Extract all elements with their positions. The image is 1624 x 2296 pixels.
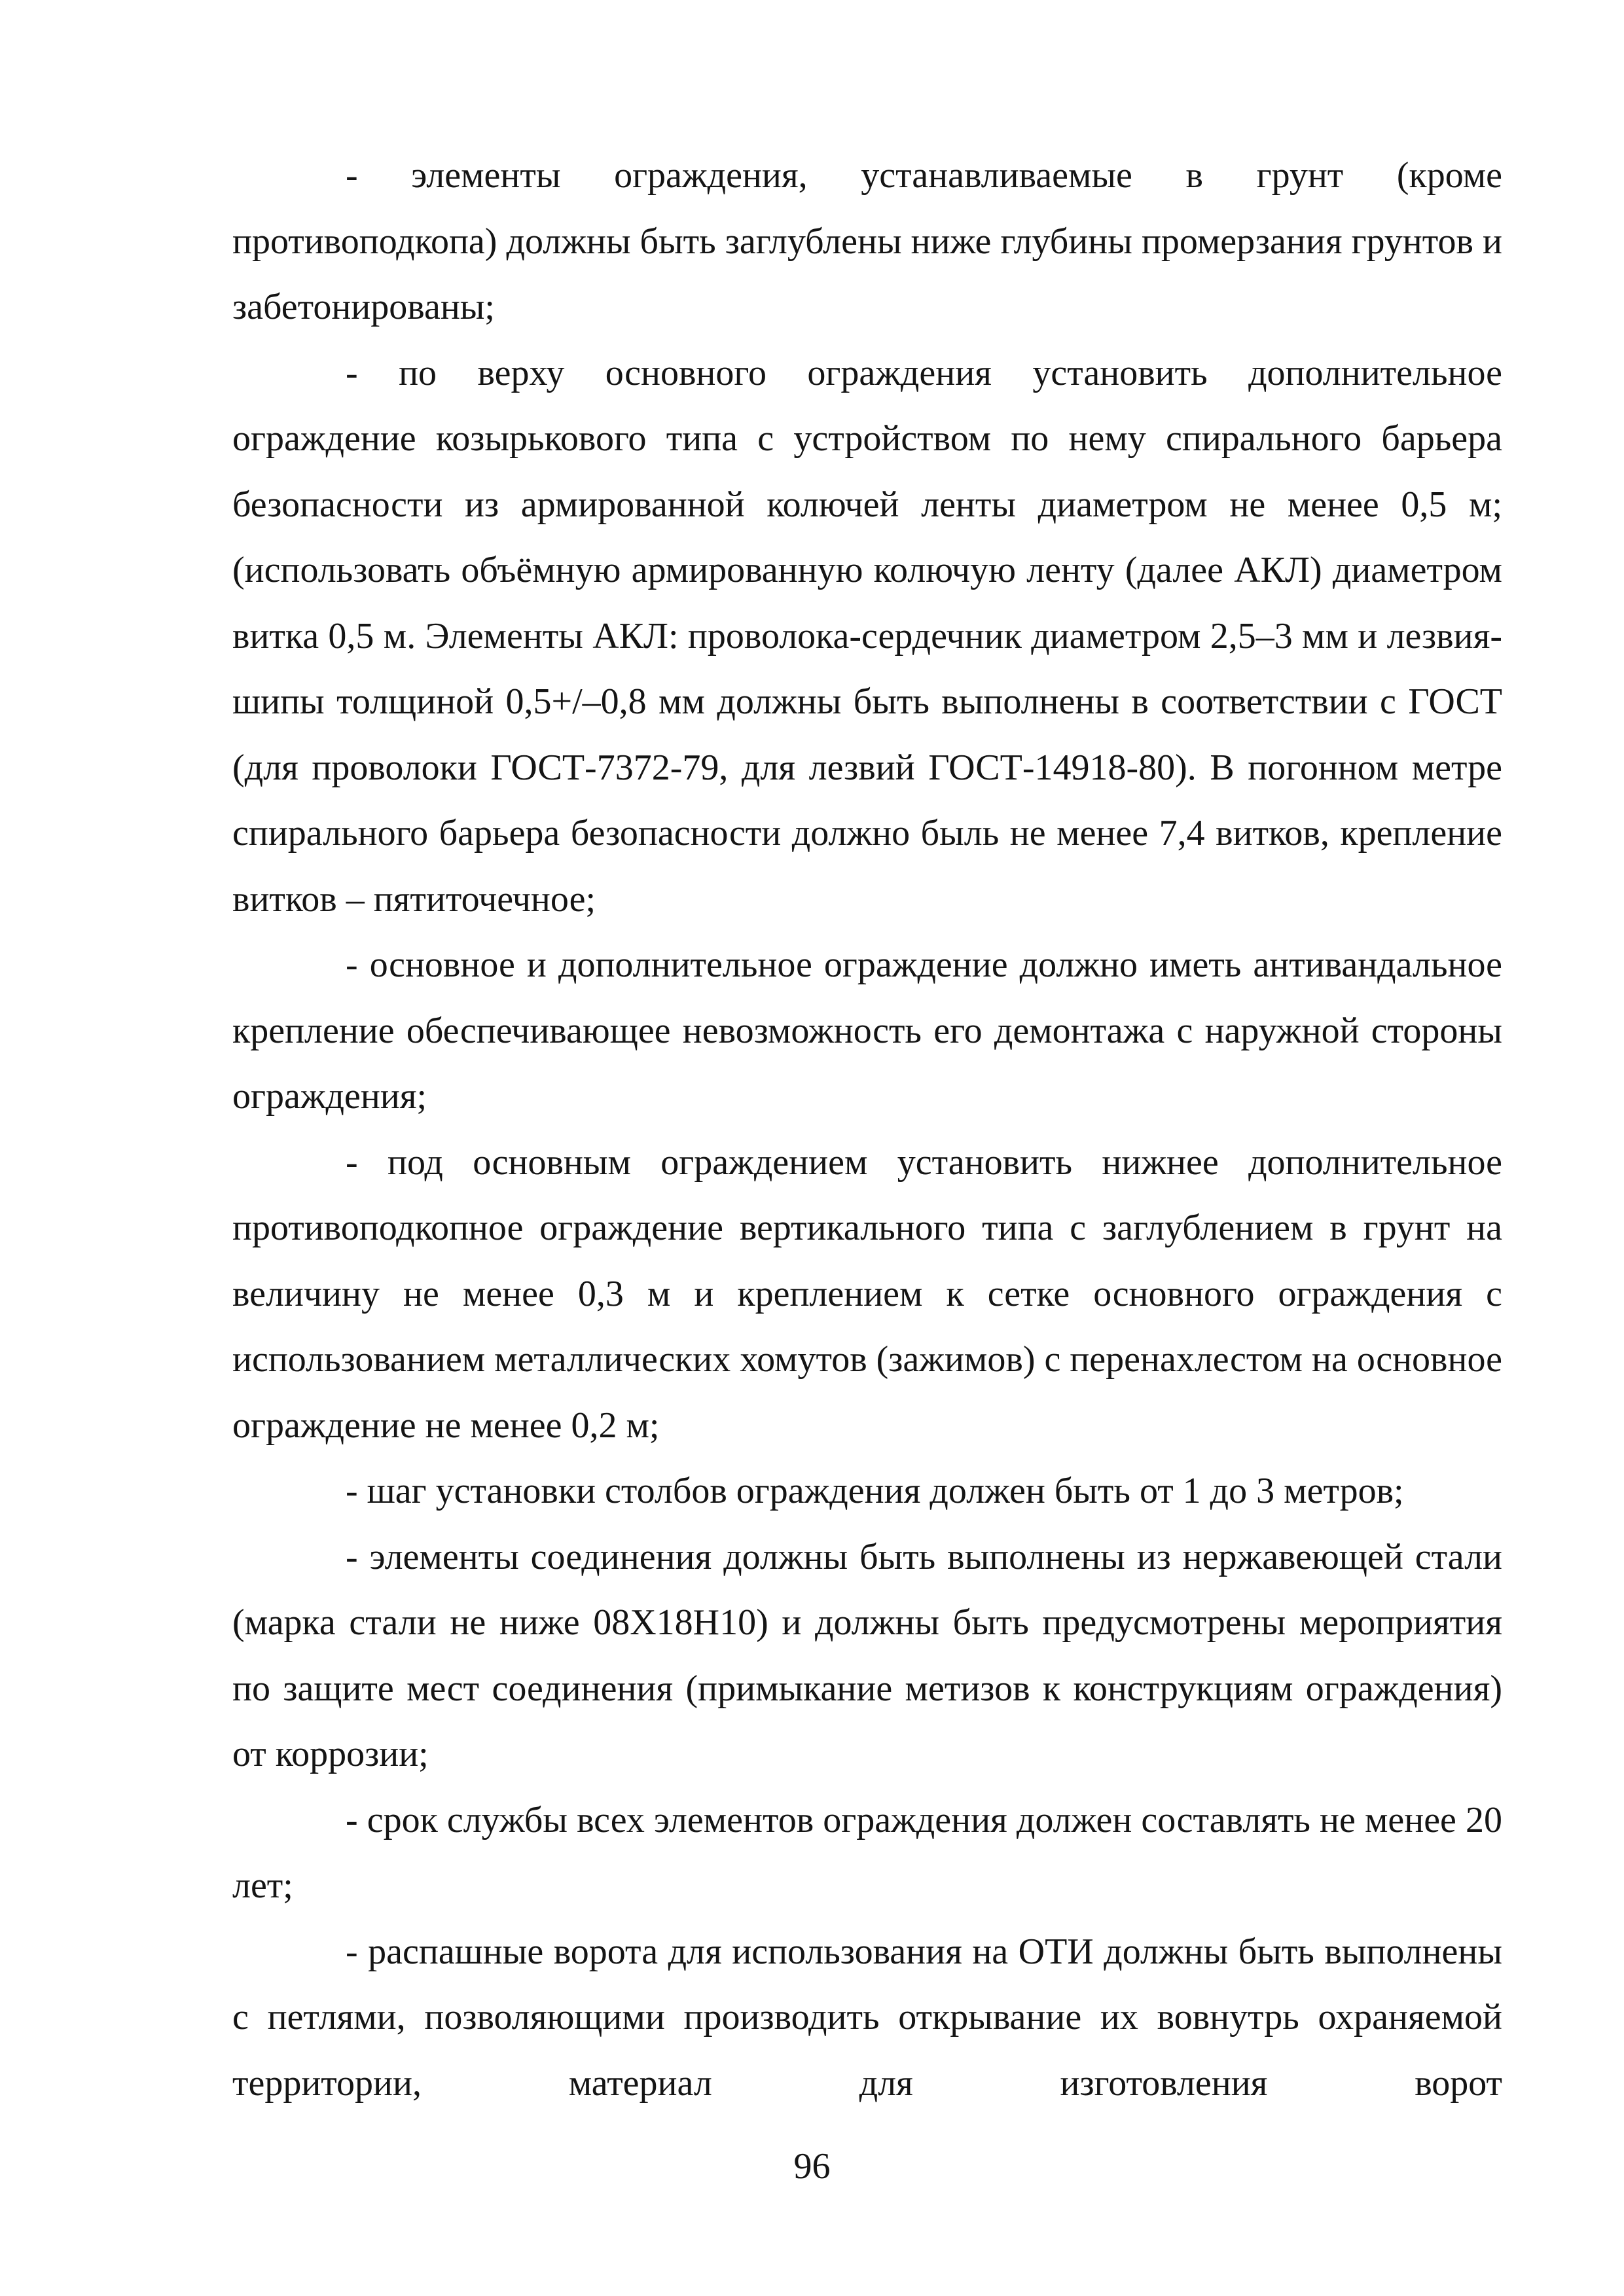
paragraph-service-life: - срок службы всех элементов ограждения должен составлять не менее 20 лет;: [232, 1799, 1502, 1906]
paragraph-barbed-tape-barrier: - по верху основного ограждения установить дополнительное ограждение козырькового типа с устройством по нему спирального барьера безопасности из армированной колючей ленты диаметром не менее 0,5 м; (использовать объёмную армированную колючую ленту (далее АКЛ) диаметром витка 0,5 м. Элементы АКЛ: проволока-сердечник диаметром 2,5–3 мм и лезвия-шипы толщиной 0,5+/–0,8 мм должны быть выполнены в соответствии с ГОСТ (для проволоки ГОСТ-7372-79, для лезвий ГОСТ-14918-80). В погонном метре спирального барьера безопасности должно быль не менее 7,4 витков, крепление витков – пятиточечное;: [232, 352, 1502, 920]
paragraph-anti-dig-fence: - под основным ограждением установить нижнее дополнительное противоподкопное ограждение вертикального типа с заглублением в грунт на величину не менее 0,3 м и креплением к сетке основного ограждения с использованием металлических хомутов (зажимов) с перенахлестом на основное ограждение не менее 0,2 м;: [232, 1141, 1502, 1446]
paragraph-stainless-connections: - элементы соединения должны быть выполнены из нержавеющей стали (марка стали не ниже 08Х18Н10) и должны быть предусмотрены мероприятия по защите мест соединения (примыкание метизов к конструкциям ограждения) от коррозии;: [232, 1536, 1502, 1774]
page-number: 96: [793, 2146, 831, 2187]
paragraph-antivandal-fastening: - основное и дополнительное ограждение должно иметь антивандальное крепление обеспечивающее невозможность его демонтажа с наружной стороны ограждения;: [232, 944, 1502, 1117]
page-body: [232, 143, 1502, 2116]
paragraph-fence-burial: - элементы ограждения, устанавливаемые в грунт (кроме противоподкопа) должны быть заглублены ниже глубины промерзания грунтов и забетонированы;: [232, 155, 1502, 327]
paragraph-swing-gates: - распашные ворота для использования на ОТИ должны быть выполнены с петлями, позволяющими производить открывание их вовнутрь охраняемой территории, материал для изготовления ворот: [232, 1931, 1502, 2104]
paragraph-post-spacing: - шаг установки столбов ограждения должен быть от 1 до 3 метров;: [346, 1471, 1404, 1511]
